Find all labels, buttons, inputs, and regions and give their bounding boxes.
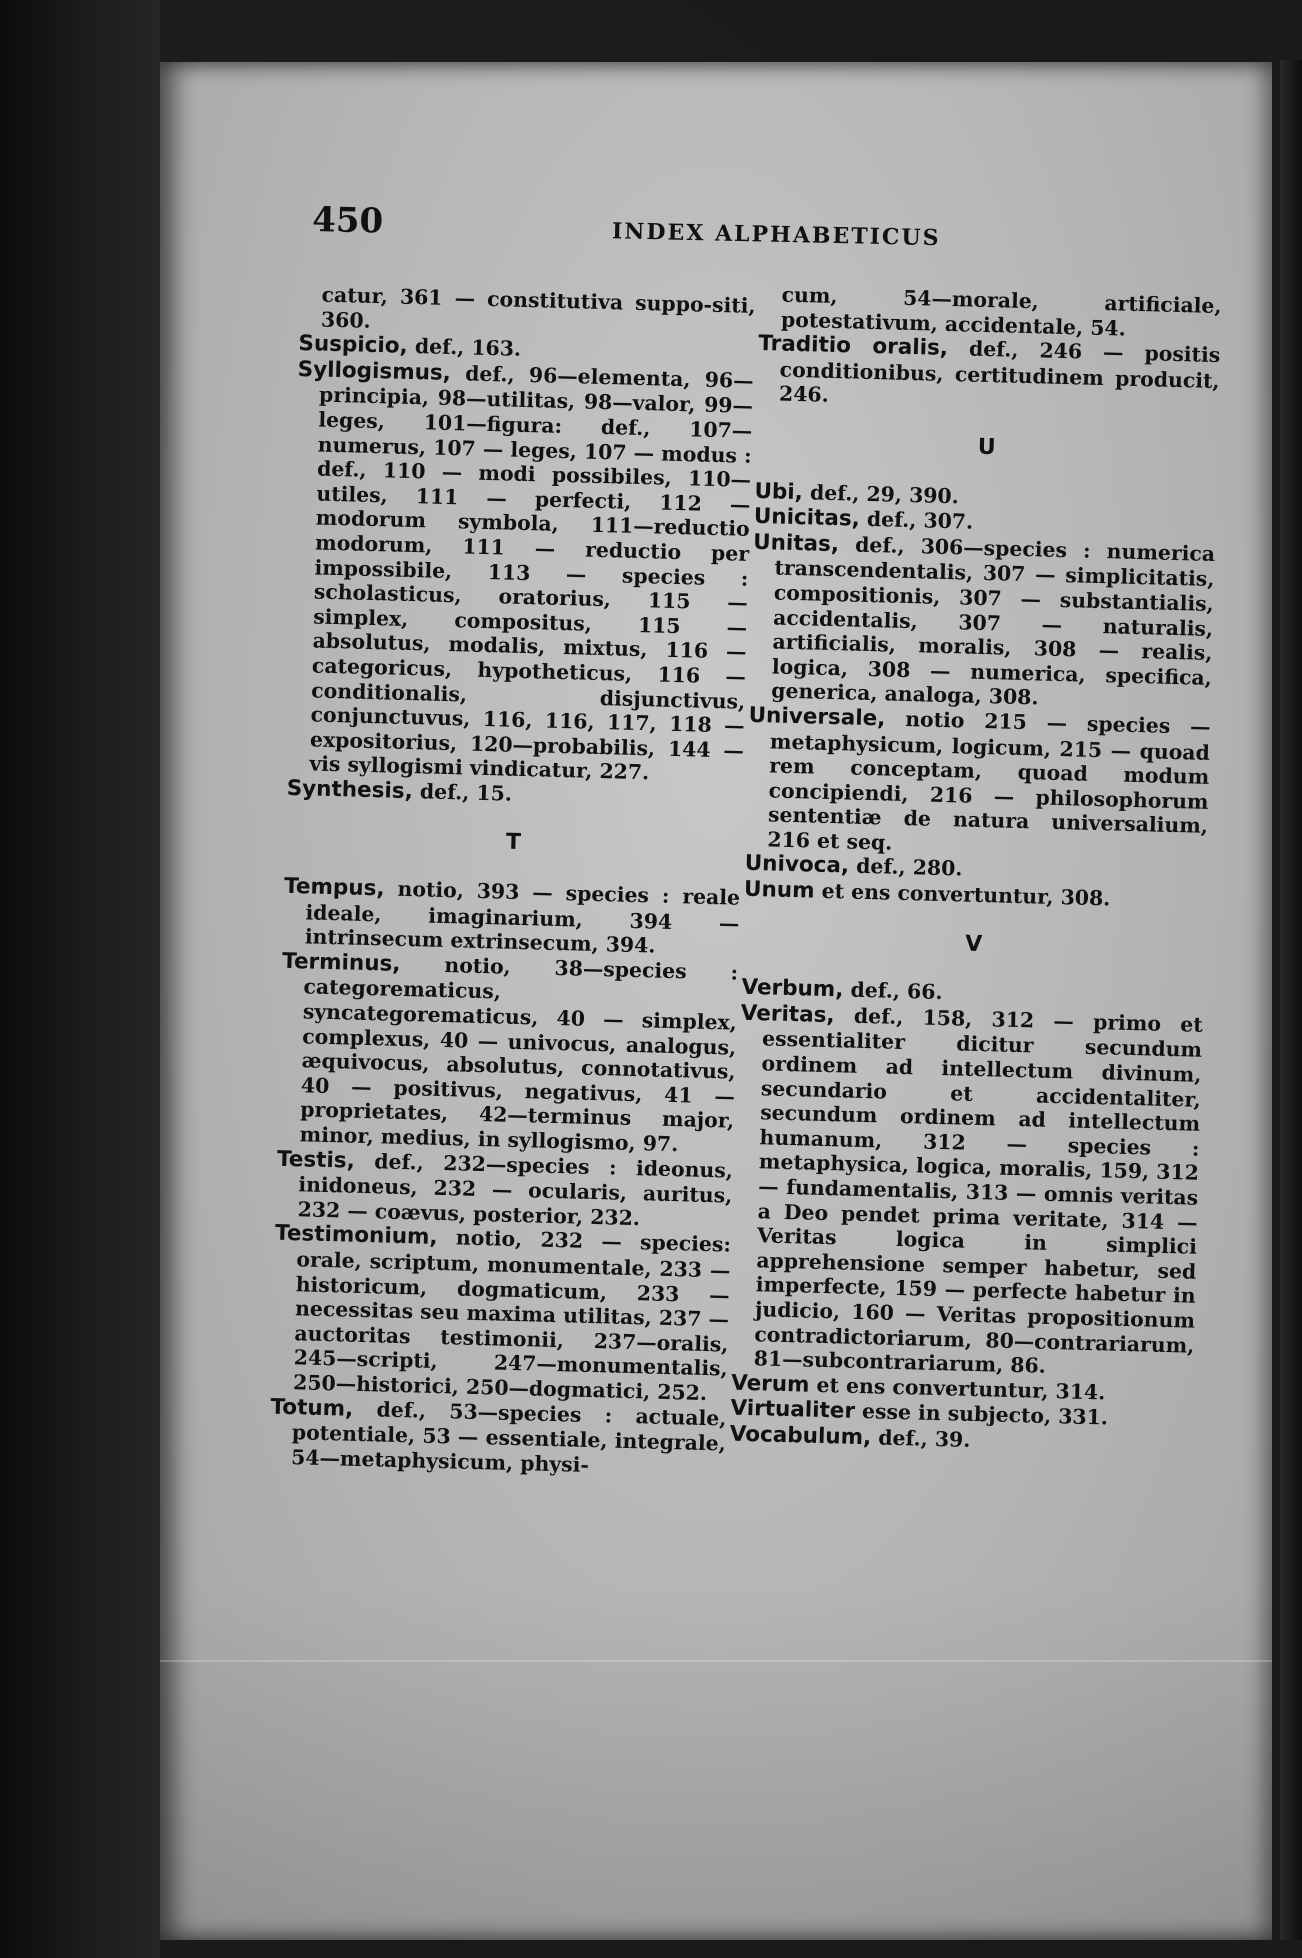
running-title: INDEX ALPHABETICUS (611, 218, 941, 252)
entry-headword: Testimonium, (274, 1221, 438, 1251)
entry-text: def., 15. (419, 779, 513, 806)
entry-headword: Virtualiter (730, 1395, 856, 1425)
entry-text: notio, 393 — species : reale ideale, imaginarium, 394 — intrinsecum extrinsecum, 394. (304, 876, 741, 958)
entry-text: esse in subjecto, 331. (861, 1399, 1109, 1430)
entry-headword: Synthesis, (286, 775, 414, 804)
entry-headword: Tempus, (283, 873, 385, 902)
entry-text: def., 96—elementa, 96—principia, 98—utilitas, 98—valor, 99—leges, 101—figura: def., 107—numerus, 107 — leges, 107 — modus : def., 110 — modi possibiles, 110—utiles, 111 — perfecti, 112 — modorum symbola, 111—reductio modorum, 111 — reductio per impossibile, 113 — species : scholasticus, oratorius, 115 — simplex, compositus, 115 — absolutus, modalis, mixtus, 116 — categoricus, hypotheticus, 116 — conditionalis, disjunctivus, conjunctuvus, 116, 116, 117, 118 — expositorius, 120—probabilis, 144 — vis syllogismi vindicatur, 227. (309, 361, 754, 785)
entry-text: et ens convertuntur, 308. (821, 878, 1111, 911)
entry-text: def., 39. (878, 1425, 971, 1452)
entry-headword: Suspicio, (298, 331, 409, 360)
index-entry (277, 949, 738, 1159)
entry-text: notio, 38—species : categorematicus, syncategorematicus, 40 — simplex, complexus, 40 — univocus, analogus, æquivocus, absolutus, connotativus, 40 — positivus, negativus, 41 — proprietates, 42—terminus major, minor, medius, in syllogismo, 97. (299, 952, 739, 1157)
entry-text: notio, 232 — species: orale, scriptum, monumentale, 233 —historicum, dogmaticum, 233 — necessitas seu maxima utilitas, 237 —auctoritas testimonii, 237—oralis, 245—scripti, 247—monumentalis, 250—historici, 250—dogmatici, 252. (292, 1225, 732, 1405)
page-edge-shadow (1280, 60, 1302, 1940)
index-entry (269, 1394, 727, 1481)
entry-headword: Verum (730, 1370, 810, 1398)
entry-text: def., 232—species : ideonus, inidoneus, 232 — ocularis, auritus, 232 — coævus, posterior, 232. (297, 1148, 734, 1230)
entry-headword: Universale, (748, 702, 886, 732)
page-number: 450 (311, 200, 384, 242)
index-entry (745, 703, 1211, 864)
entry-headword: Terminus, (281, 948, 401, 977)
index-entry (271, 1221, 731, 1406)
entry-text: def., 66. (850, 977, 943, 1005)
index-entry (283, 874, 741, 961)
section-letter-t: T (505, 830, 522, 856)
index-entry (287, 357, 754, 788)
book-spine-shadow (0, 0, 160, 1958)
entry-text: def., 306—species : numerica transcendentalis, 307 — simplicitatis, compositionis, 307 — substantialis, accidentalis, 307 — naturalis, artificialis, moralis, 308 — realis, logica, 308 — numerica, specifica, generica, analoga, 308. (770, 532, 1216, 710)
right-column (729, 282, 1221, 1459)
entry-headword: Univoca, (744, 851, 850, 879)
entry-headword: Unitas, (752, 529, 840, 557)
entry-text: def., 280. (855, 854, 963, 881)
entry-text: def., 29, 390. (809, 479, 960, 508)
entry-text: def., 307. (866, 507, 974, 534)
entry-headword: Syllogismus, (297, 356, 452, 386)
entry-headword: Totum, (270, 1394, 354, 1422)
entry-text: def., 158, 312 — primo et essentialiter dicitur secundum ordinem ad intellectum divinum, secundario et accidentaliter, secundum ordinem ad intellectum humanum, 312 — species : metaphysica, logica, moralis, 159, 312 — fundamentalis, 313 — omnis veritas a Deo pendet prima veritate, 314 — Veritas logica in simplici apprehensione semper habetur, sed imperfecte, 159 — perfecte habetur in judicio, 160 — Veritas propositionum contradictoriarum, 80—contrariarum, 81—subcontrariarum, 86. (753, 1003, 1204, 1379)
page-shading (160, 1580, 1272, 1940)
continuation-text: catur, 361 — constitutiva suppo-siti, 360. (320, 282, 756, 333)
index-entry (749, 530, 1215, 715)
scan-artifact-line (160, 1660, 1272, 1662)
entry-headword: Unum (743, 876, 815, 904)
continuation-text: cum, 54—morale, artificiale, potestativum, accidentale, 54. (780, 282, 1222, 341)
page-header (311, 200, 1192, 278)
entry-headword: Vocabulum, (729, 1421, 872, 1451)
entry-text: def., 246 — positis conditionibus, certitudinem producit, 246. (778, 336, 1221, 408)
section-letter-v: V (964, 931, 983, 957)
entry-headword: Testis, (276, 1146, 356, 1174)
left-column (269, 282, 756, 1481)
entry-headword: Veritas, (740, 1000, 835, 1029)
index-entry (757, 331, 1221, 418)
entry-text: def., 163. (414, 334, 522, 361)
section-letter-u: U (977, 434, 997, 461)
entry-headword: Traditio oralis, (758, 331, 949, 362)
entry-headword: Unicitas, (753, 504, 861, 532)
entry-text: notio 215 — species — metaphysicum, logicum, 215 — quoad rem conceptam, quoad modum concipiendi, 216 — philosophorum sententiæ de natura universalium, 216 et seq. (767, 706, 1211, 855)
entry-headword: Ubi, (754, 478, 804, 505)
entry-headword: Verbum, (741, 975, 844, 1003)
index-entry (275, 1146, 733, 1233)
entry-text: et ens convertuntur, 314. (816, 1372, 1106, 1405)
book-page (160, 62, 1272, 1940)
index-entry (731, 1001, 1203, 1383)
entry-text: def., 53—species : actuale, potentiale, 53 — essentiale, integrale, 54—metaphysicum, physi- (290, 1396, 727, 1477)
